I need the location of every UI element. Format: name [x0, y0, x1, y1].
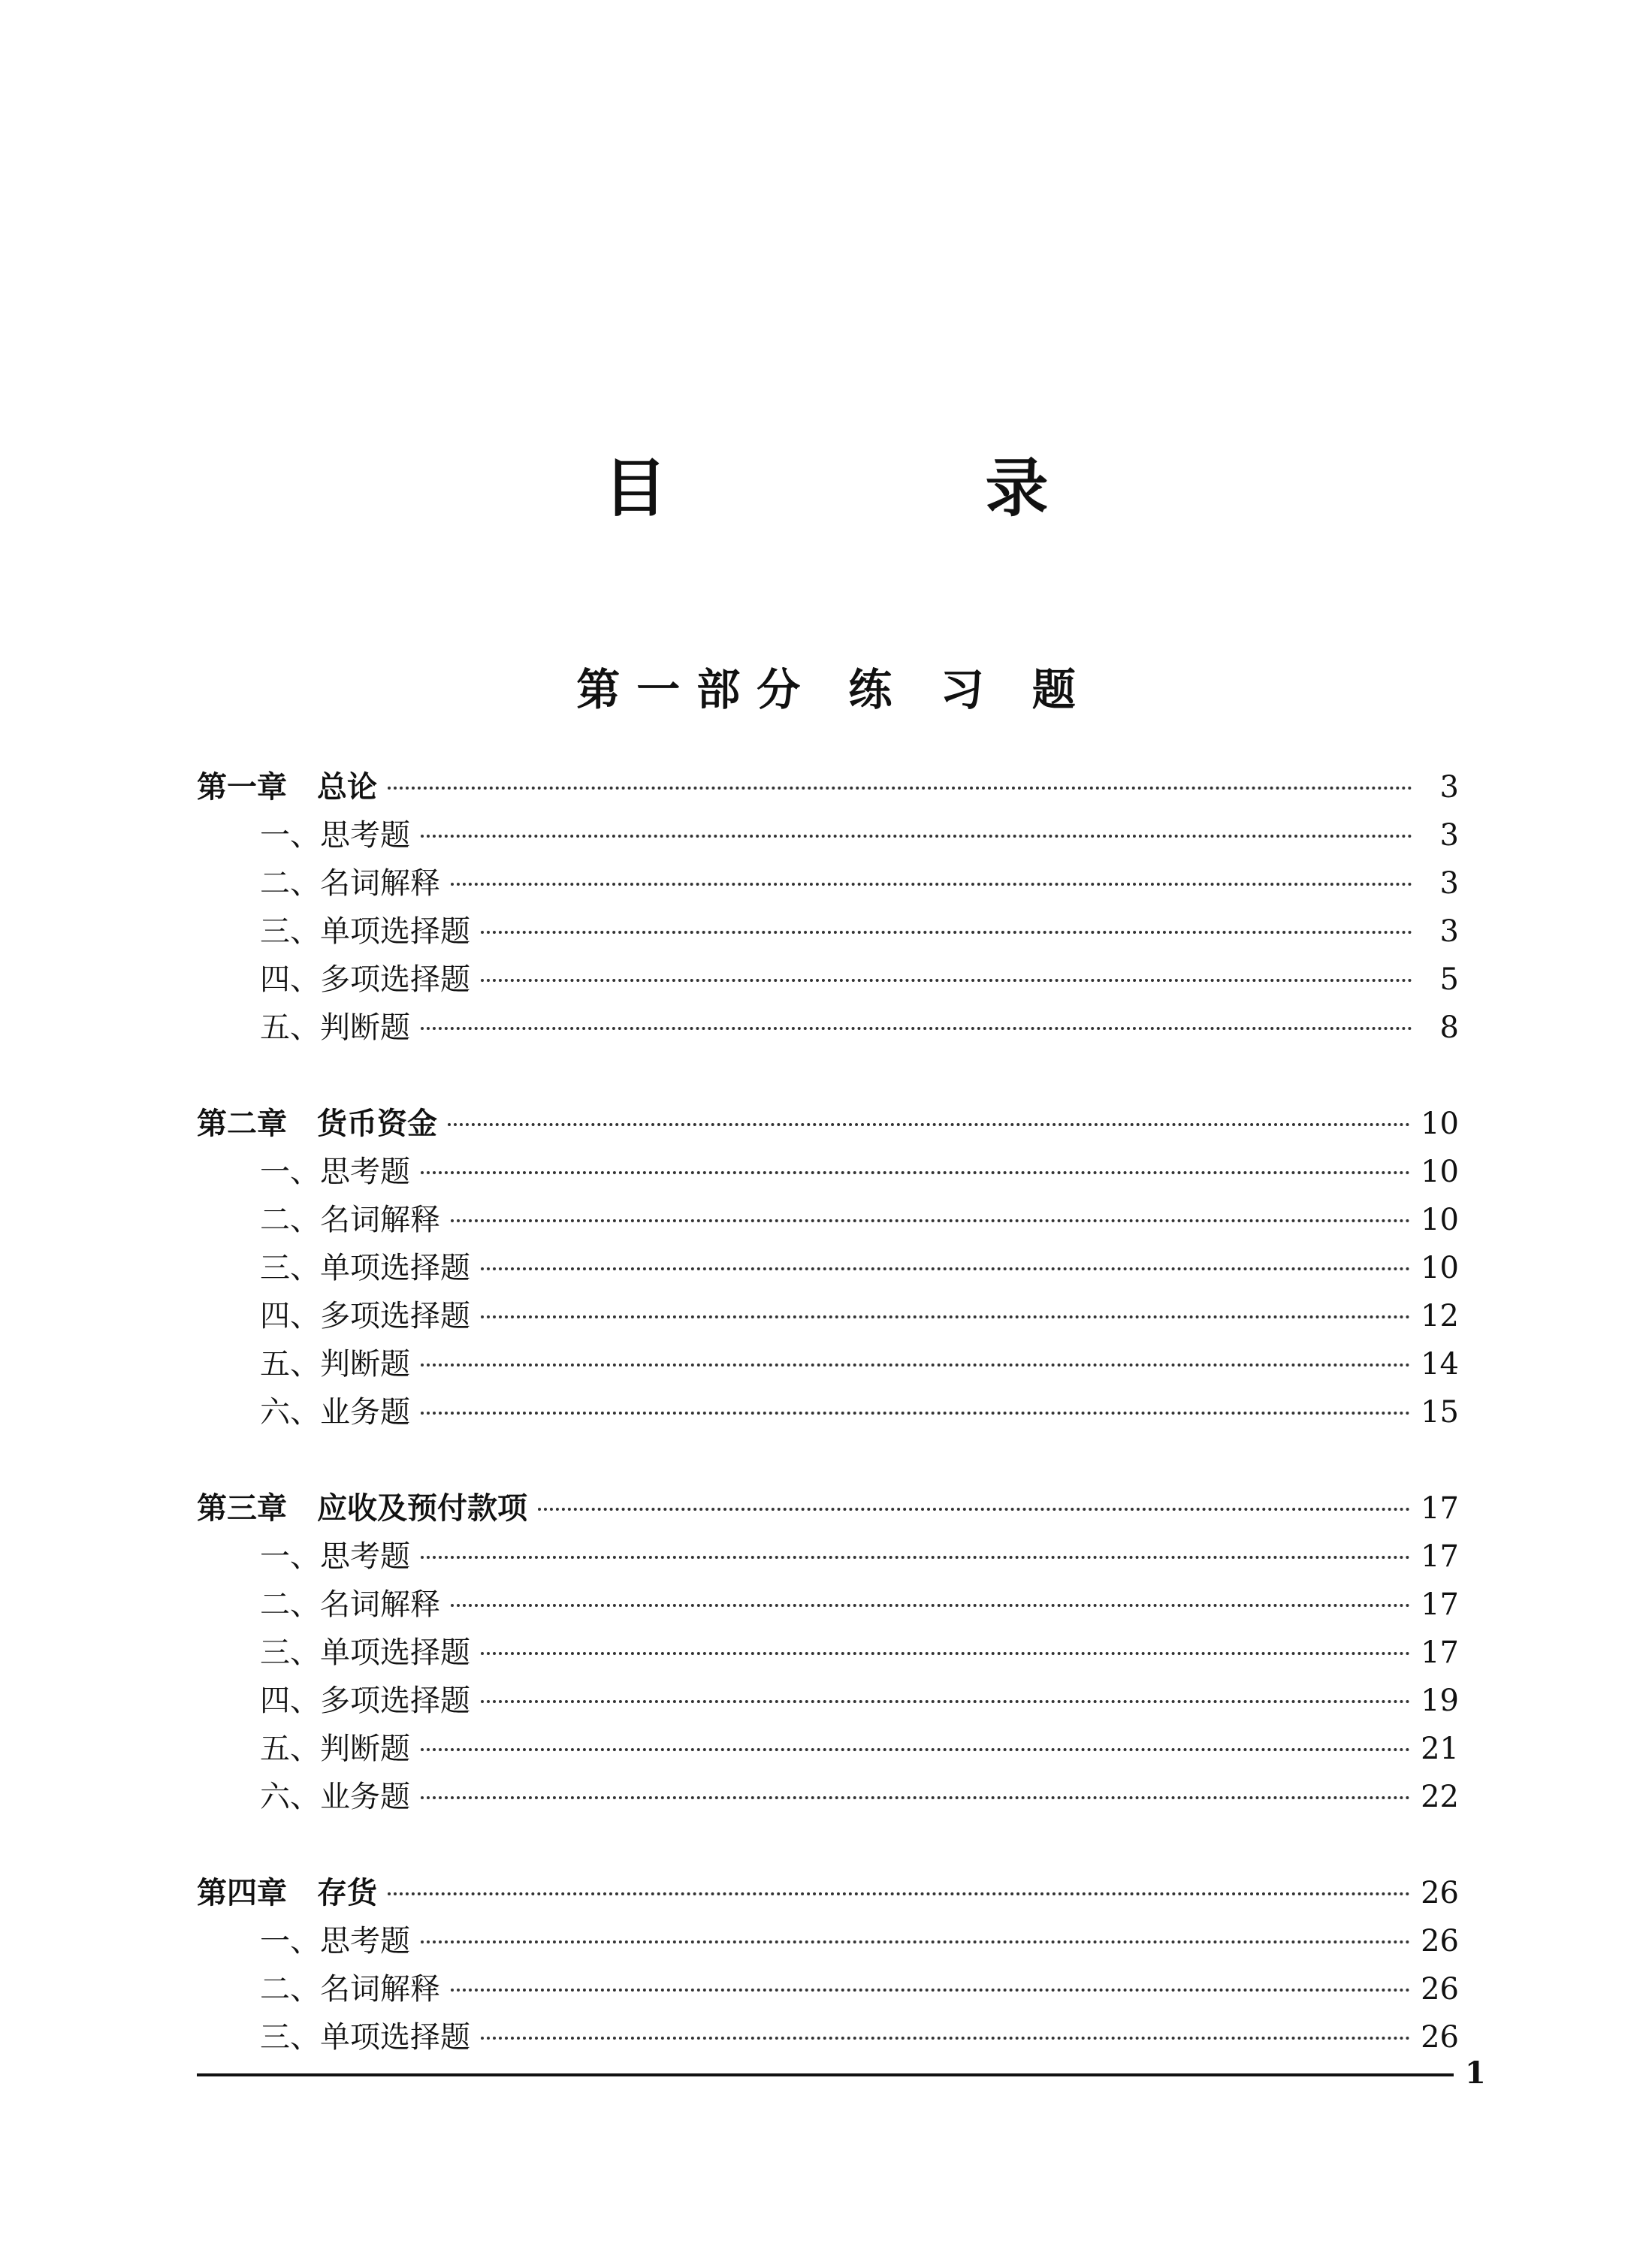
- toc-section-entry[interactable]: [197, 1148, 1459, 1196]
- dot-leader: [481, 979, 1412, 982]
- toc-section-entry[interactable]: [197, 1581, 1459, 1629]
- page-reference: 5: [1439, 962, 1459, 997]
- dot-leader: [421, 1171, 1410, 1174]
- toc-section-entry[interactable]: [197, 1004, 1459, 1052]
- dot-leader: [388, 787, 1412, 790]
- section-title: 三、单项选择题: [260, 1251, 470, 1285]
- toc-section-entry[interactable]: [197, 1388, 1459, 1436]
- page-reference: 3: [1439, 866, 1459, 901]
- section-title: 四、多项选择题: [260, 962, 470, 997]
- page-reference: 3: [1439, 914, 1459, 949]
- dot-leader: [481, 1267, 1410, 1270]
- dot-leader: [421, 1412, 1410, 1415]
- page-reference: 22: [1421, 1780, 1459, 1814]
- dot-leader: [421, 1748, 1410, 1751]
- toc-section-entry[interactable]: [197, 1533, 1459, 1581]
- dot-leader: [481, 1315, 1410, 1318]
- page-reference: 26: [1421, 1924, 1459, 1958]
- dot-leader: [451, 883, 1412, 886]
- dot-leader: [538, 1508, 1410, 1511]
- section-title: 五、判断题: [260, 1732, 410, 1766]
- section-title: 五、判断题: [260, 1010, 410, 1045]
- toc-chapter-group: [197, 1484, 1459, 1821]
- toc-section-entry[interactable]: [197, 1917, 1459, 1965]
- page-reference: 26: [1421, 1972, 1459, 2007]
- section-title: 三、单项选择题: [260, 2020, 470, 2055]
- page-reference: 17: [1421, 1491, 1459, 1526]
- toc-chapter-entry[interactable]: [197, 1484, 1459, 1533]
- section-title: 一、思考题: [260, 1155, 410, 1189]
- toc-chapter-group: [197, 763, 1459, 1052]
- page-reference: 3: [1439, 818, 1459, 853]
- page-reference: 10: [1421, 1155, 1459, 1189]
- page-reference: 8: [1439, 1010, 1459, 1045]
- dot-leader: [481, 2037, 1410, 2040]
- dot-leader: [421, 1556, 1410, 1559]
- chapter-title: 第三章 应收及预付款项: [197, 1491, 527, 1526]
- page-reference: 26: [1421, 1876, 1459, 1910]
- toc-section-entry[interactable]: [197, 1244, 1459, 1292]
- dot-leader: [481, 931, 1412, 934]
- dot-leader: [481, 1700, 1410, 1703]
- page-reference: 10: [1421, 1251, 1459, 1285]
- toc-section-entry[interactable]: [197, 859, 1459, 908]
- toc-section-entry[interactable]: [197, 956, 1459, 1004]
- toc-chapter-entry[interactable]: [197, 1100, 1459, 1148]
- toc-section-entry[interactable]: [197, 1965, 1459, 2013]
- section-title: 二、名词解释: [260, 866, 440, 901]
- dot-leader: [421, 1027, 1412, 1030]
- dot-leader: [451, 1604, 1410, 1607]
- section-title: 一、思考题: [260, 818, 410, 853]
- page-title: 目 录: [603, 451, 1176, 525]
- chapter-title: 第一章 总论: [197, 770, 377, 805]
- page-reference: 3: [1439, 770, 1459, 805]
- toc-section-entry[interactable]: [197, 1292, 1459, 1340]
- chapter-title: 第二章 货币资金: [197, 1107, 437, 1141]
- page-reference: 17: [1421, 1539, 1459, 1574]
- dot-leader: [421, 1940, 1410, 1943]
- page-reference: 10: [1421, 1203, 1459, 1237]
- toc-section-entry[interactable]: [197, 1629, 1459, 1677]
- page-reference: 15: [1421, 1395, 1459, 1430]
- toc-chapter-entry[interactable]: [197, 1869, 1459, 1917]
- table-of-contents: [197, 763, 1459, 2109]
- dot-leader: [421, 835, 1412, 838]
- toc-section-entry[interactable]: [197, 1773, 1459, 1821]
- section-title: 二、名词解释: [260, 1203, 440, 1237]
- chapter-title: 第四章 存货: [197, 1876, 377, 1910]
- section-title: 二、名词解释: [260, 1972, 440, 2007]
- section-title: 六、业务题: [260, 1395, 410, 1430]
- page-number: 1: [1465, 2055, 1486, 2091]
- dot-leader: [451, 1989, 1410, 1992]
- page-reference: 17: [1421, 1635, 1459, 1670]
- page-reference: 17: [1421, 1587, 1459, 1622]
- section-title: 三、单项选择题: [260, 914, 470, 949]
- page-reference: 14: [1421, 1347, 1459, 1382]
- page-reference: 12: [1421, 1299, 1459, 1333]
- dot-leader: [481, 1652, 1410, 1655]
- page-reference: 19: [1421, 1684, 1459, 1718]
- dot-leader: [448, 1123, 1410, 1126]
- section-title: 四、多项选择题: [260, 1684, 470, 1718]
- toc-section-entry[interactable]: [197, 1677, 1459, 1725]
- section-title: 四、多项选择题: [260, 1299, 470, 1333]
- page-reference: 26: [1421, 2020, 1459, 2055]
- section-title: 三、单项选择题: [260, 1635, 470, 1670]
- dot-leader: [451, 1219, 1410, 1222]
- part-title: 第一部分 练 习 题: [576, 664, 1092, 715]
- section-title: 一、思考题: [260, 1924, 410, 1958]
- toc-section-entry[interactable]: [197, 811, 1459, 859]
- toc-section-entry[interactable]: [197, 908, 1459, 956]
- toc-section-entry[interactable]: [197, 1725, 1459, 1773]
- section-title: 五、判断题: [260, 1347, 410, 1382]
- toc-section-entry[interactable]: [197, 2013, 1459, 2061]
- dot-leader: [388, 1892, 1410, 1895]
- dot-leader: [421, 1364, 1410, 1367]
- toc-chapter-entry[interactable]: [197, 763, 1459, 811]
- toc-chapter-group: [197, 1100, 1459, 1436]
- toc-chapter-group: [197, 1869, 1459, 2061]
- section-title: 一、思考题: [260, 1539, 410, 1574]
- section-title: 六、业务题: [260, 1780, 410, 1814]
- page-reference: 21: [1421, 1732, 1459, 1766]
- toc-section-entry[interactable]: [197, 1340, 1459, 1388]
- toc-section-entry[interactable]: [197, 1196, 1459, 1244]
- section-title: 二、名词解释: [260, 1587, 440, 1622]
- dot-leader: [421, 1796, 1410, 1799]
- footer-rule: [197, 2073, 1454, 2076]
- page-reference: 10: [1421, 1107, 1459, 1141]
